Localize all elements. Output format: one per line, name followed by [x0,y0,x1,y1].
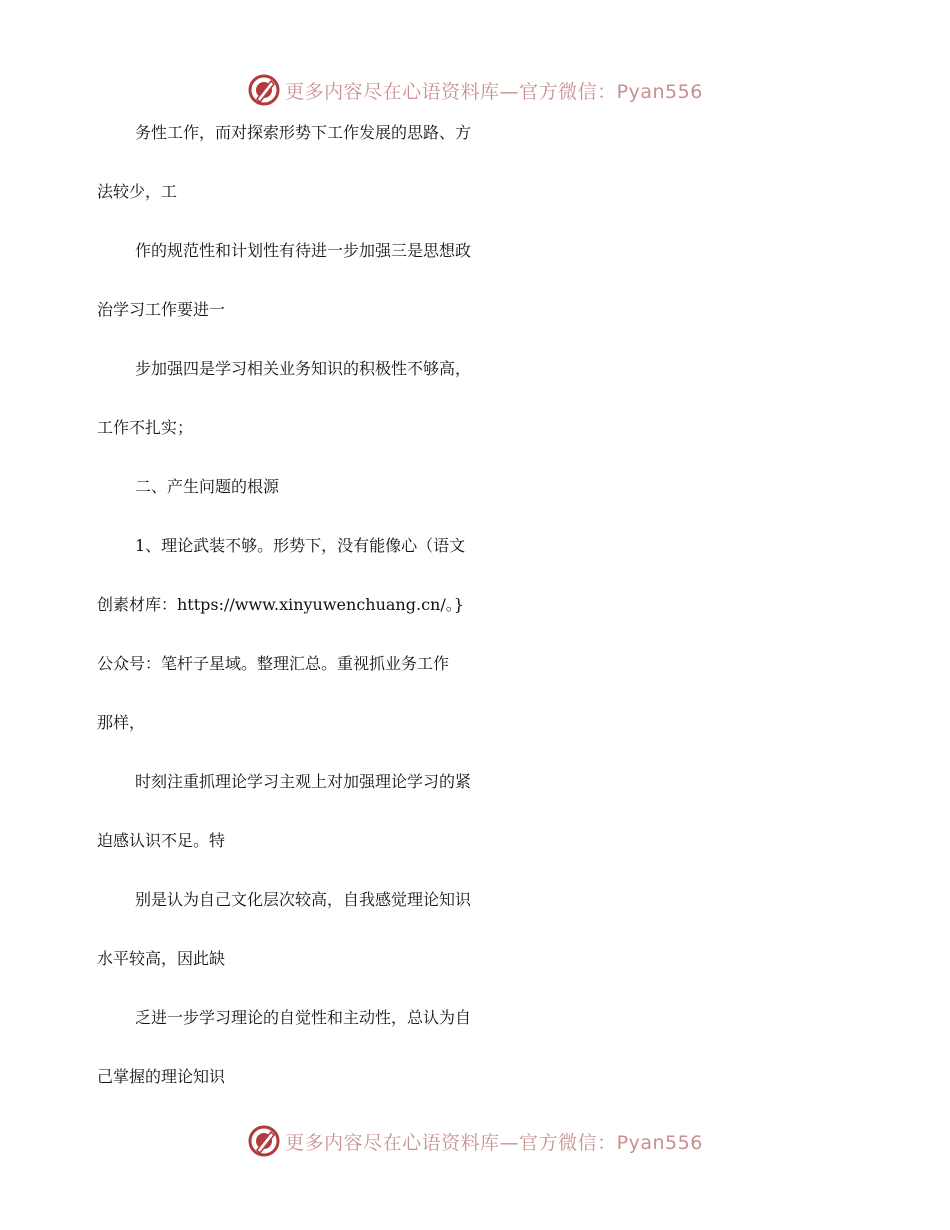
text-line: 公众号：笔杆子星域。整理汇总。重视抓业务工作 [97,654,450,673]
footer-banner [0,1121,950,1161]
text-line: 务性工作，而对探索形势下工作发展的思路、方 [135,123,472,142]
text-line: 迫感认识不足。特 [97,831,226,850]
text-line: 步加强四是学习相关业务知识的积极性不够高， [135,359,472,378]
header-banner [0,70,950,110]
section-heading: 二、产生问题的根源 [135,477,280,496]
text-line: 别是认为自己文化层次较高，自我感觉理论知识 [135,890,472,909]
text-line: 时刻注重抓理论学习主观上对加强理论学习的紧 [135,772,472,791]
text-line: 乏进一步学习理论的自觉性和主动性，总认为自 [135,1008,472,1027]
text-line: 法较少，工 [97,182,178,201]
pen-logo-icon [247,73,281,107]
text-line: 1、理论武装不够。形势下，没有能像心（语文 [135,536,466,555]
text-line: 己掌握的理论知识 [97,1067,226,1086]
header-banner-text: 更多内容尽在心语资料库—官方微信：Pyan556 [285,80,703,103]
text-line: 水平较高，因此缺 [97,949,226,968]
text-line: 创素材库：https://www.xinyuwenchuang.cn/。} [97,595,464,614]
text-line: 工作不扎实； [97,418,194,437]
text-line: 作的规范性和计划性有待进一步加强三是思想政 [135,241,472,260]
footer-banner-text: 更多内容尽在心语资料库—官方微信：Pyan556 [285,1131,703,1154]
document-body [97,120,857,1123]
text-line: 治学习工作要进一 [97,300,226,319]
text-line: 那样， [97,713,146,732]
pen-logo-icon [247,1124,281,1158]
